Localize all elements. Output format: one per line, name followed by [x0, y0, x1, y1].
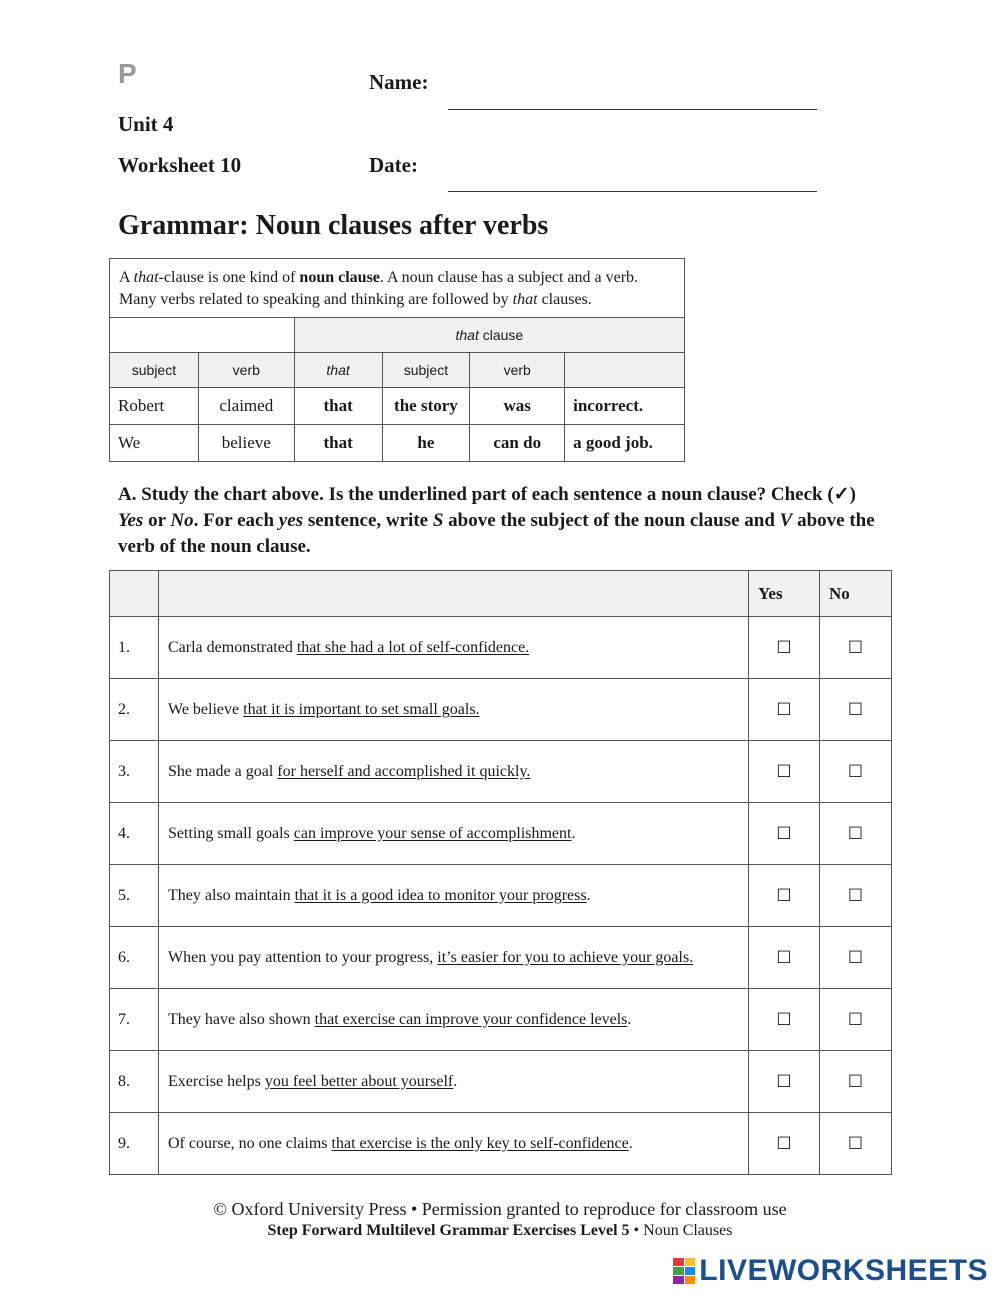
- table-row: [110, 617, 892, 679]
- item-number: 6.: [110, 927, 159, 989]
- no-checkbox[interactable]: ☐: [820, 1051, 892, 1113]
- grammar-chart: [109, 258, 685, 462]
- no-checkbox[interactable]: ☐: [820, 865, 892, 927]
- unit-label: Unit 4: [118, 112, 174, 136]
- page-title: Grammar: Noun clauses after verbs: [118, 210, 549, 241]
- item-number: 2.: [110, 679, 159, 741]
- instructions: A. Study the chart above. Is the underlined part of each sentence a noun clause? Check (✓) Yes or No. For each yes sentence, write S above the subject of the noun clause and V above the verb of the noun clause.: [118, 484, 875, 557]
- item-sentence: She made a goal for herself and accomplished it quickly.: [159, 741, 749, 803]
- header-yes: Yes: [749, 571, 820, 617]
- yes-checkbox[interactable]: ☐: [749, 1113, 820, 1175]
- item-sentence: When you pay attention to your progress, it’s easier for you to achieve your goals.: [159, 927, 749, 989]
- item-number: 8.: [110, 1051, 159, 1113]
- item-sentence: Exercise helps you feel better about yourself.: [159, 1051, 749, 1113]
- yes-checkbox[interactable]: ☐: [749, 1051, 820, 1113]
- chart-cell: We: [110, 425, 199, 462]
- item-sentence: Carla demonstrated that she had a lot of self-confidence.: [159, 617, 749, 679]
- no-checkbox[interactable]: ☐: [820, 803, 892, 865]
- col-subject: subject: [110, 353, 199, 388]
- chart-cell: that: [294, 388, 382, 425]
- item-number: 7.: [110, 989, 159, 1051]
- header-number: [110, 571, 159, 617]
- item-number: 1.: [110, 617, 159, 679]
- chart-cell: he: [382, 425, 470, 462]
- date-label: Date:: [369, 153, 418, 177]
- item-number: 5.: [110, 865, 159, 927]
- yes-checkbox[interactable]: ☐: [749, 927, 820, 989]
- item-number: 3.: [110, 741, 159, 803]
- yes-checkbox[interactable]: ☐: [749, 803, 820, 865]
- col-clause-verb: verb: [470, 353, 565, 388]
- item-number: 9.: [110, 1113, 159, 1175]
- col-verb: verb: [198, 353, 294, 388]
- yes-checkbox[interactable]: ☐: [749, 989, 820, 1051]
- table-row: [110, 865, 892, 927]
- chart-cell: was: [470, 388, 565, 425]
- col-rest: [565, 353, 685, 388]
- chart-cell: believe: [198, 425, 294, 462]
- chart-cell: that: [294, 425, 382, 462]
- worksheet-label: Worksheet 10: [118, 153, 242, 177]
- chart-cell: claimed: [198, 388, 294, 425]
- item-sentence: Of course, no one claims that exercise is the only key to self-confidence.: [159, 1113, 749, 1175]
- chart-cell: Robert: [110, 388, 199, 425]
- item-sentence: They have also shown that exercise can improve your confidence levels.: [159, 989, 749, 1051]
- table-row: [110, 1113, 892, 1175]
- name-label: Name:: [369, 70, 429, 94]
- no-checkbox[interactable]: ☐: [820, 1113, 892, 1175]
- item-sentence: Setting small goals can improve your sense of accomplishment.: [159, 803, 749, 865]
- header-sentence: [159, 571, 749, 617]
- yes-checkbox[interactable]: ☐: [749, 617, 820, 679]
- table-row: [110, 679, 892, 741]
- date-input-line[interactable]: [448, 191, 817, 192]
- table-row: [110, 803, 892, 865]
- liveworksheets-brand[interactable]: [673, 1254, 988, 1288]
- name-input-line[interactable]: [448, 109, 817, 110]
- chart-intro: A that-clause is one kind of noun clause. A noun clause has a subject and a verb. Many verbs related to speaking and thinking are followed by that clauses.: [110, 259, 685, 318]
- chart-row: [110, 425, 685, 462]
- book-title-line: Step Forward Multilevel Grammar Exercises Level 5 • Noun Clauses: [267, 1222, 733, 1239]
- exercise-table: [109, 570, 892, 1175]
- header-no: No: [820, 571, 892, 617]
- no-checkbox[interactable]: ☐: [820, 927, 892, 989]
- item-number: 4.: [110, 803, 159, 865]
- yes-checkbox[interactable]: ☐: [749, 741, 820, 803]
- no-checkbox[interactable]: ☐: [820, 617, 892, 679]
- table-row: [110, 1051, 892, 1113]
- chart-cell: the story: [382, 388, 470, 425]
- table-row: [110, 741, 892, 803]
- chart-row: [110, 388, 685, 425]
- table-row: [110, 927, 892, 989]
- col-that: that: [294, 353, 382, 388]
- liveworksheets-wordmark: LIVEWORKSHEETS: [699, 1254, 988, 1287]
- liveworksheets-logo-icon: [673, 1258, 695, 1284]
- chart-cell: can do: [470, 425, 565, 462]
- item-sentence: We believe that it is important to set small goals.: [159, 679, 749, 741]
- publisher-logo: P: [118, 58, 137, 89]
- table-row: [110, 989, 892, 1051]
- item-sentence: They also maintain that it is a good idea to monitor your progress.: [159, 865, 749, 927]
- col-clause-subject: subject: [382, 353, 470, 388]
- chart-blank-header: [110, 318, 295, 353]
- that-clause-header: that clause: [294, 318, 684, 353]
- yes-checkbox[interactable]: ☐: [749, 679, 820, 741]
- chart-cell: incorrect.: [565, 388, 685, 425]
- no-checkbox[interactable]: ☐: [820, 679, 892, 741]
- no-checkbox[interactable]: ☐: [820, 989, 892, 1051]
- no-checkbox[interactable]: ☐: [820, 741, 892, 803]
- yes-checkbox[interactable]: ☐: [749, 865, 820, 927]
- copyright-line: © Oxford University Press • Permission granted to reproduce for classroom use: [213, 1199, 787, 1219]
- chart-cell: a good job.: [565, 425, 685, 462]
